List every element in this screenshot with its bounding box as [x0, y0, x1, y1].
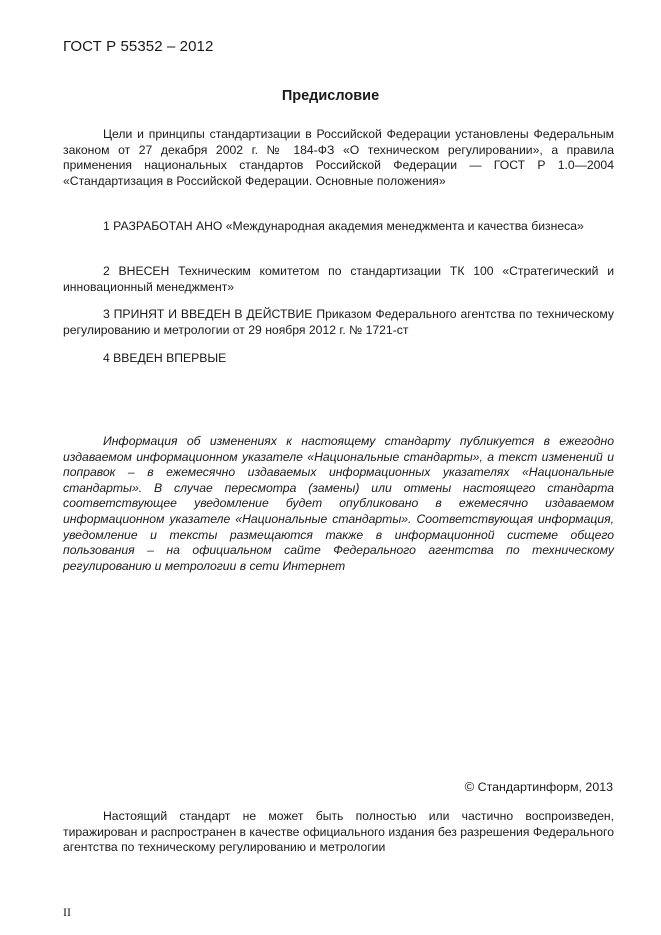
page-number: II	[63, 905, 71, 919]
page-title: Предисловие	[281, 88, 380, 104]
goals-paragraph: Цели и принципы стандартизации в Российской Федерации установлены Федеральным законом от 27 декабря 2002 г. № 184-ФЗ «О техническом регулировании», а правила применения национальных стандартов Российской Федерации — ГОСТ Р 1.0—2004 «Стандартизация в Российской Федерации. Основные положения»	[63, 127, 614, 188]
copyright-holder: Стандартинформ, 2013	[477, 780, 613, 794]
reproduction-notice: Настоящий стандарт не может быть полностью или частично воспроизведен, тиражирован и распространен в качестве официального издания без разрешения Федерального агентства по техническому регулированию и метрологии	[63, 809, 614, 855]
item-first-introduced: 4 ВВЕДЕН ВПЕРВЫЕ	[103, 351, 227, 365]
changes-info-paragraph: Информация об изменениях к настоящему стандарту публикуется в ежегодно издаваемом информационном указателе «Национальные стандарты», а текст изменений и поправок – в ежемесячно издаваемых информационных указателях «Национальные стандарты». В случае пересмотра (замены) или отмены настоящего стандарта соответствующее уведомление будет опубликовано в ежемесячно издаваемом информационном указателе «Национальные стандарты». Соответствующая информация, уведомление и тексты размещаются также в информационной системе общего пользования – на официальном сайте Федерального агентства по техническому регулированию и метрологии в сети Интернет	[63, 434, 614, 573]
item-developed: 1 РАЗРАБОТАН АНО «Международная академия менеджмента и качества бизнеса»	[103, 219, 584, 233]
copyright-symbol: ©	[464, 779, 475, 794]
item-introduced: 2 ВНЕСЕН Техническим комитетом по стандартизации ТК 100 «Стратегический и инновационный менеджмент»	[63, 264, 614, 294]
copyright-line	[465, 779, 613, 794]
document-header: ГОСТ Р 55352 – 2012	[63, 38, 214, 55]
item-adopted: 3 ПРИНЯТ И ВВЕДЕН В ДЕЙСТВИЕ Приказом Федерального агентства по техническому регулированию и метрологии от 29 ноября 2012 г. № 1721-ст	[63, 307, 614, 337]
